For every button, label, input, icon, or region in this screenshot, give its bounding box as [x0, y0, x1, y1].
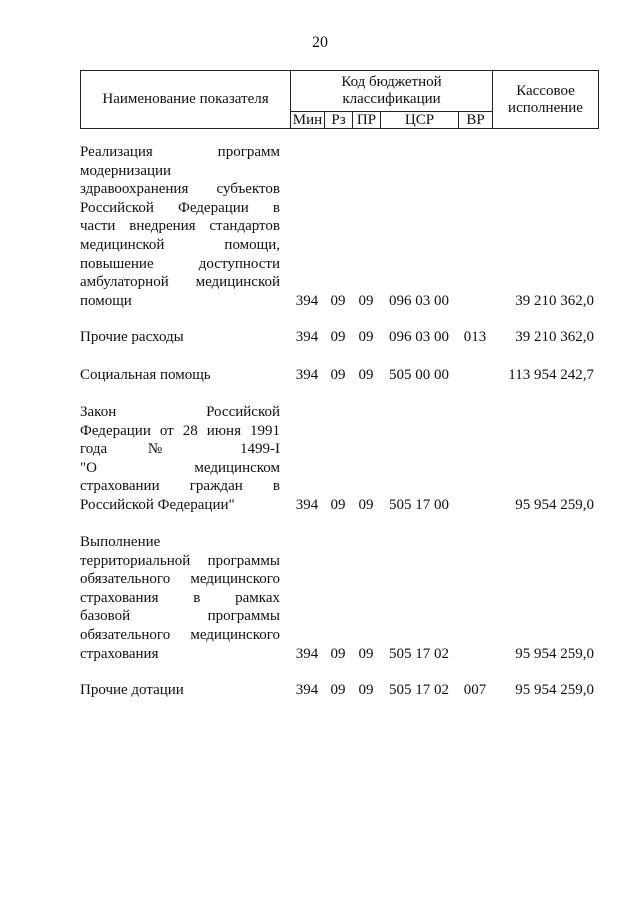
- row-min: 394: [295, 367, 319, 383]
- row-amount: 95 954 259,0: [515, 645, 594, 662]
- row-name-line: Федерации от 28 июня 1991: [80, 422, 280, 439]
- row-name: [80, 533, 280, 663]
- row-name-line: обязательного медицинского: [80, 626, 280, 643]
- row-name-line: помощи: [80, 292, 132, 309]
- row-name-line: Социальная помощь: [80, 367, 211, 383]
- header-execution-line2: исполнение: [508, 99, 583, 116]
- row-name-line: медицинской помощи,: [80, 236, 280, 253]
- row-name-line: Российской Федерации в: [80, 199, 280, 216]
- row-name: [80, 143, 280, 310]
- row-name-line: Прочие расходы: [80, 329, 184, 345]
- row-name-line: страхования в рамках: [80, 589, 280, 606]
- row-min: 394: [295, 497, 319, 513]
- header-code-group: [290, 70, 493, 112]
- page-number: 20: [312, 34, 328, 51]
- row-name-line: страхования: [80, 645, 159, 662]
- row-rz: 09: [330, 292, 346, 309]
- row-name-line: территориальной программы: [80, 552, 280, 569]
- row-name-line: года № 1499-I: [80, 441, 280, 458]
- row-rz: 09: [330, 497, 346, 513]
- row-name-line: Выполнение: [80, 534, 161, 550]
- row-amount: 113 954 242,7: [508, 367, 594, 383]
- row-csr: 505 17 00: [389, 497, 449, 513]
- row-csr: 505 17 02: [389, 682, 449, 698]
- row-csr: 505 17 02: [389, 645, 449, 662]
- header-csr: ЦСР: [380, 111, 459, 129]
- row-pr: 09: [358, 497, 374, 513]
- row-vr: 007: [463, 682, 487, 698]
- row-name-line: Российской Федерации": [80, 496, 235, 513]
- row-min: 394: [295, 329, 319, 345]
- row-rz: 09: [330, 367, 346, 383]
- row-name: [80, 366, 280, 385]
- header-execution: [492, 70, 599, 129]
- row-name-line: Реализация программ: [80, 144, 280, 160]
- header-code-line2: классификации: [342, 91, 441, 107]
- row-vr: 013: [463, 329, 487, 345]
- row-csr: 096 03 00: [389, 292, 449, 309]
- header-vr: ВР: [458, 111, 493, 129]
- header-name-column: [80, 70, 291, 129]
- row-min: 394: [295, 645, 319, 662]
- row-csr: 505 00 00: [389, 367, 449, 383]
- row-amount: 39 210 362,0: [515, 329, 594, 345]
- row-min: 394: [295, 682, 319, 698]
- header-rz: Рз: [324, 111, 353, 129]
- row-amount: 39 210 362,0: [515, 292, 594, 309]
- row-name-line: базовой программы: [80, 608, 280, 625]
- row-csr: 096 03 00: [389, 329, 449, 345]
- row-name-line: здравоохранения субъектов: [80, 181, 280, 198]
- row-rz: 09: [330, 329, 346, 345]
- row-name: [80, 403, 280, 515]
- header-code-line1: Код бюджетной: [341, 74, 442, 90]
- row-name-line: амбулаторной медицинской: [80, 274, 280, 291]
- header-min: Мин: [290, 111, 325, 129]
- header-pr: ПР: [352, 111, 381, 129]
- row-pr: 09: [358, 645, 374, 662]
- row-name-line: модернизации: [80, 162, 172, 179]
- row-pr: 09: [358, 367, 374, 383]
- row-name-line: страховании граждан в: [80, 478, 280, 495]
- header-execution-line1: Кассовое: [516, 82, 575, 99]
- row-pr: 09: [358, 329, 374, 345]
- row-name-line: "О медицинском: [80, 459, 280, 476]
- row-amount: 95 954 259,0: [515, 682, 594, 698]
- row-name-line: обязательного медицинского: [80, 571, 280, 588]
- row-name-line: Закон Российской: [80, 404, 280, 420]
- row-pr: 09: [358, 292, 374, 309]
- row-name-line: повышение доступности: [80, 255, 280, 272]
- row-amount: 95 954 259,0: [515, 497, 594, 513]
- row-name-line: части внедрения стандартов: [80, 218, 280, 235]
- row-rz: 09: [330, 682, 346, 698]
- row-name: [80, 328, 280, 347]
- row-min: 394: [295, 292, 319, 309]
- row-pr: 09: [358, 682, 374, 698]
- header-name-label: Наименование показателя: [102, 91, 269, 107]
- row-rz: 09: [330, 645, 346, 662]
- row-name: [80, 681, 280, 700]
- row-name-line: Прочие дотации: [80, 682, 184, 698]
